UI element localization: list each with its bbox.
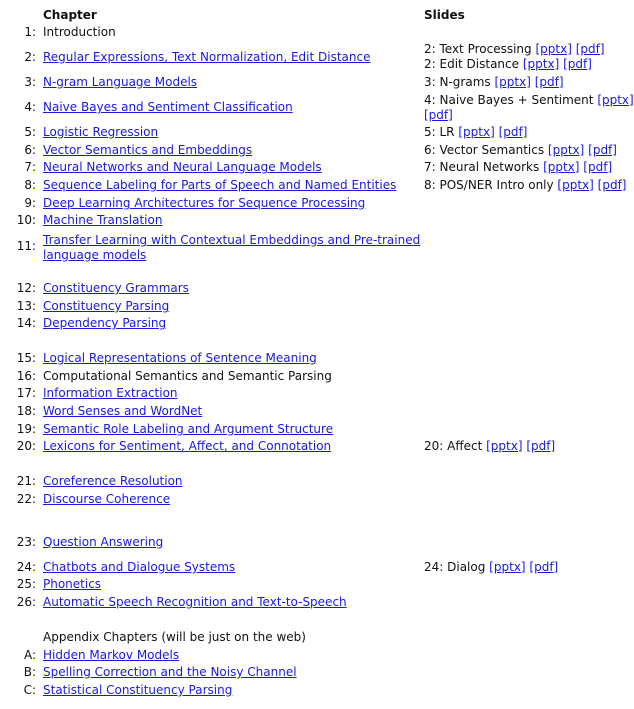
chapter-number: 13:: [16, 299, 36, 313]
slide-entry-dialog: 24: Dialog [pptx] [pdf]: [424, 560, 559, 574]
pdf-link[interactable]: [pdf]: [498, 125, 528, 139]
pdf-link[interactable]: [pdf]: [534, 75, 564, 89]
chapter-number: 20:: [16, 439, 36, 453]
pdf-link[interactable]: [pdf]: [529, 560, 559, 574]
chapter-number: 17:: [16, 386, 36, 400]
pdf-link[interactable]: [pdf]: [424, 108, 453, 122]
chapter-link-sequence-labeling[interactable]: Sequence Labeling for Parts of Speech and Named Entities: [43, 178, 397, 192]
chapter-link-information-extraction[interactable]: Information Extraction: [43, 386, 178, 400]
chapter-row-26: [0, 595, 610, 615]
chapter-link-neural-networks[interactable]: Neural Networks and Neural Language Models: [43, 160, 322, 174]
pptx-link[interactable]: [pptx]: [494, 75, 531, 89]
slides-row-4: [0, 93, 634, 122]
chapter-row-5: [0, 125, 610, 145]
chapter-row-7: [0, 160, 613, 180]
slide-entry-ngrams: 3: N-grams [pptx] [pdf]: [424, 75, 564, 89]
pptx-link[interactable]: [pptx]: [597, 93, 634, 107]
chapter-number: 26:: [16, 595, 36, 609]
pdf-link[interactable]: [pdf]: [588, 143, 617, 157]
chapter-row-11: [0, 233, 610, 265]
chapter-link-constituency-grammars[interactable]: Constituency Grammars: [43, 281, 189, 295]
chapter-link-word-senses[interactable]: Word Senses and WordNet: [43, 404, 203, 418]
chapter-row-14: [0, 316, 610, 336]
chapter-number: 16:: [16, 369, 36, 383]
appendix-letter: B:: [23, 665, 36, 679]
chapter-link-semantic-role-labeling[interactable]: Semantic Role Labeling and Argument Structure: [43, 422, 334, 436]
chapter-number: 23:: [16, 535, 36, 549]
chapter-link-coreference[interactable]: Coreference Resolution: [43, 474, 183, 488]
pptx-link[interactable]: [pptx]: [535, 42, 572, 56]
slide-entry-naive-bayes-pdf: [424, 108, 453, 122]
chapter-number: 21:: [16, 474, 36, 488]
chapter-link-naive-bayes[interactable]: Naive Bayes and Sentiment Classification: [43, 100, 293, 114]
chapter-number: 5:: [24, 125, 36, 139]
chapter-link-transfer-learning[interactable]: Transfer Learning with Contextual Embeddings and Pre-trained language models: [43, 233, 421, 262]
chapter-number: 24:: [16, 560, 36, 574]
chapter-number: 6:: [24, 143, 36, 157]
pptx-link[interactable]: [pptx]: [489, 560, 526, 574]
chapter-row-20: [0, 439, 610, 459]
pptx-link[interactable]: [pptx]: [522, 57, 560, 71]
chapter-row-17: [0, 386, 610, 406]
slides-row-2: [0, 42, 610, 71]
chapter-link-constituency-parsing[interactable]: Constituency Parsing: [43, 299, 170, 313]
chapter-row-15: [0, 351, 610, 371]
pptx-link[interactable]: [pptx]: [557, 178, 594, 192]
chapter-link-machine-translation[interactable]: Machine Translation: [43, 213, 163, 227]
chapter-column-header: Chapter: [43, 8, 97, 22]
appendix-link-statistical-parsing[interactable]: Statistical Constituency Parsing: [43, 683, 233, 697]
appendix-letter: C:: [23, 683, 36, 697]
chapter-number: 15:: [16, 351, 36, 365]
chapter-number: 9:: [24, 196, 36, 210]
chapter-number: 1:: [24, 25, 36, 39]
pdf-link[interactable]: [pdf]: [563, 57, 592, 71]
appendix-link-hmm[interactable]: Hidden Markov Models: [43, 648, 180, 662]
chapter-link-chatbots[interactable]: Chatbots and Dialogue Systems: [43, 560, 236, 574]
pptx-link[interactable]: [pptx]: [458, 125, 495, 139]
pdf-link[interactable]: [pdf]: [583, 160, 613, 174]
chapter-row-18: [0, 404, 610, 424]
chapter-title-computational-semantics: Computational Semantics and Semantic Parsing: [43, 369, 332, 383]
chapter-number: 18:: [16, 404, 36, 418]
chapter-link-dependency-parsing[interactable]: Dependency Parsing: [43, 316, 167, 330]
chapter-number: 22:: [16, 492, 36, 506]
chapter-number: 7:: [24, 160, 36, 174]
chapter-row-3: [0, 75, 610, 95]
pptx-link[interactable]: [pptx]: [486, 439, 523, 453]
pptx-link[interactable]: [pptx]: [543, 160, 580, 174]
chapter-link-vector-semantics[interactable]: Vector Semantics and Embeddings: [43, 143, 253, 157]
chapter-number: 4:: [24, 100, 36, 114]
chapter-link-ngram[interactable]: N-gram Language Models: [43, 75, 198, 89]
chapter-link-logical-representations[interactable]: Logical Representations of Sentence Meaning: [43, 351, 317, 365]
slide-entry-text-processing: 2: Text Processing [pptx] [pdf]: [424, 42, 605, 56]
chapter-number: 25:: [16, 577, 36, 591]
chapter-number: 12:: [16, 281, 36, 295]
pdf-link[interactable]: [pdf]: [597, 178, 627, 192]
appendix-heading: Appendix Chapters (will be just on the web): [43, 630, 306, 644]
chapter-link-speech-recognition[interactable]: Automatic Speech Recognition and Text-to-Speech: [43, 595, 347, 609]
appendix-row-b: [0, 665, 610, 685]
slide-entry-neural-networks: 7: Neural Networks [pptx] [pdf]: [424, 160, 613, 174]
chapter-row-23: [0, 535, 610, 555]
chapter-number: 10:: [16, 213, 36, 227]
chapter-number: 8:: [24, 178, 36, 192]
slide-entry-lr: 5: LR [pptx] [pdf]: [424, 125, 528, 139]
pdf-link[interactable]: [pdf]: [526, 439, 556, 453]
chapter-link-lexicons[interactable]: Lexicons for Sentiment, Affect, and Connotation: [43, 439, 332, 453]
slides-column-header: Slides: [424, 8, 465, 22]
chapter-link-question-answering[interactable]: Question Answering: [43, 535, 164, 549]
chapter-number: 11:: [16, 239, 36, 253]
chapter-row-21: [0, 474, 610, 494]
chapter-number: 3:: [24, 75, 36, 89]
chapter-row-8: [0, 178, 627, 198]
chapter-link-phonetics[interactable]: Phonetics: [43, 577, 102, 591]
chapter-link-logistic-regression[interactable]: Logistic Regression: [43, 125, 159, 139]
chapter-number: 14:: [16, 316, 36, 330]
slide-entry-naive-bayes: 4: Naive Bayes + Sentiment [pptx]: [424, 93, 634, 107]
chapter-link-deep-learning[interactable]: Deep Learning Architectures for Sequence Processing: [43, 196, 366, 210]
pptx-link[interactable]: [pptx]: [547, 143, 585, 157]
slide-entry-edit-distance: 2: Edit Distance [pptx] [pdf]: [424, 57, 592, 71]
chapter-row-25: [0, 577, 610, 597]
slide-entry-pos-ner: 8: POS/NER Intro only [pptx] [pdf]: [424, 178, 627, 192]
chapter-title-introduction: Introduction: [43, 25, 116, 39]
chapter-link-discourse-coherence[interactable]: Discourse Coherence: [43, 492, 171, 506]
appendix-letter: A:: [23, 648, 36, 662]
appendix-link-spelling-correction[interactable]: Spelling Correction and the Noisy Channel: [43, 665, 297, 679]
chapter-row-10: [0, 213, 610, 233]
chapter-number: 19:: [16, 422, 36, 436]
slide-entry-vector-semantics: 6: Vector Semantics [pptx] [pdf]: [424, 143, 617, 157]
slide-entry-affect: 20: Affect [pptx] [pdf]: [424, 439, 556, 453]
pdf-link[interactable]: [pdf]: [575, 42, 605, 56]
chapter-row-12: [0, 281, 610, 301]
chapter-link-regex[interactable]: Regular Expressions, Text Normalization, Edit Distance: [43, 50, 371, 64]
appendix-row-c: [0, 683, 610, 703]
chapter-number: 2:: [24, 50, 36, 64]
appendix-heading-row: [0, 630, 610, 650]
chapter-row-22: [0, 492, 610, 512]
